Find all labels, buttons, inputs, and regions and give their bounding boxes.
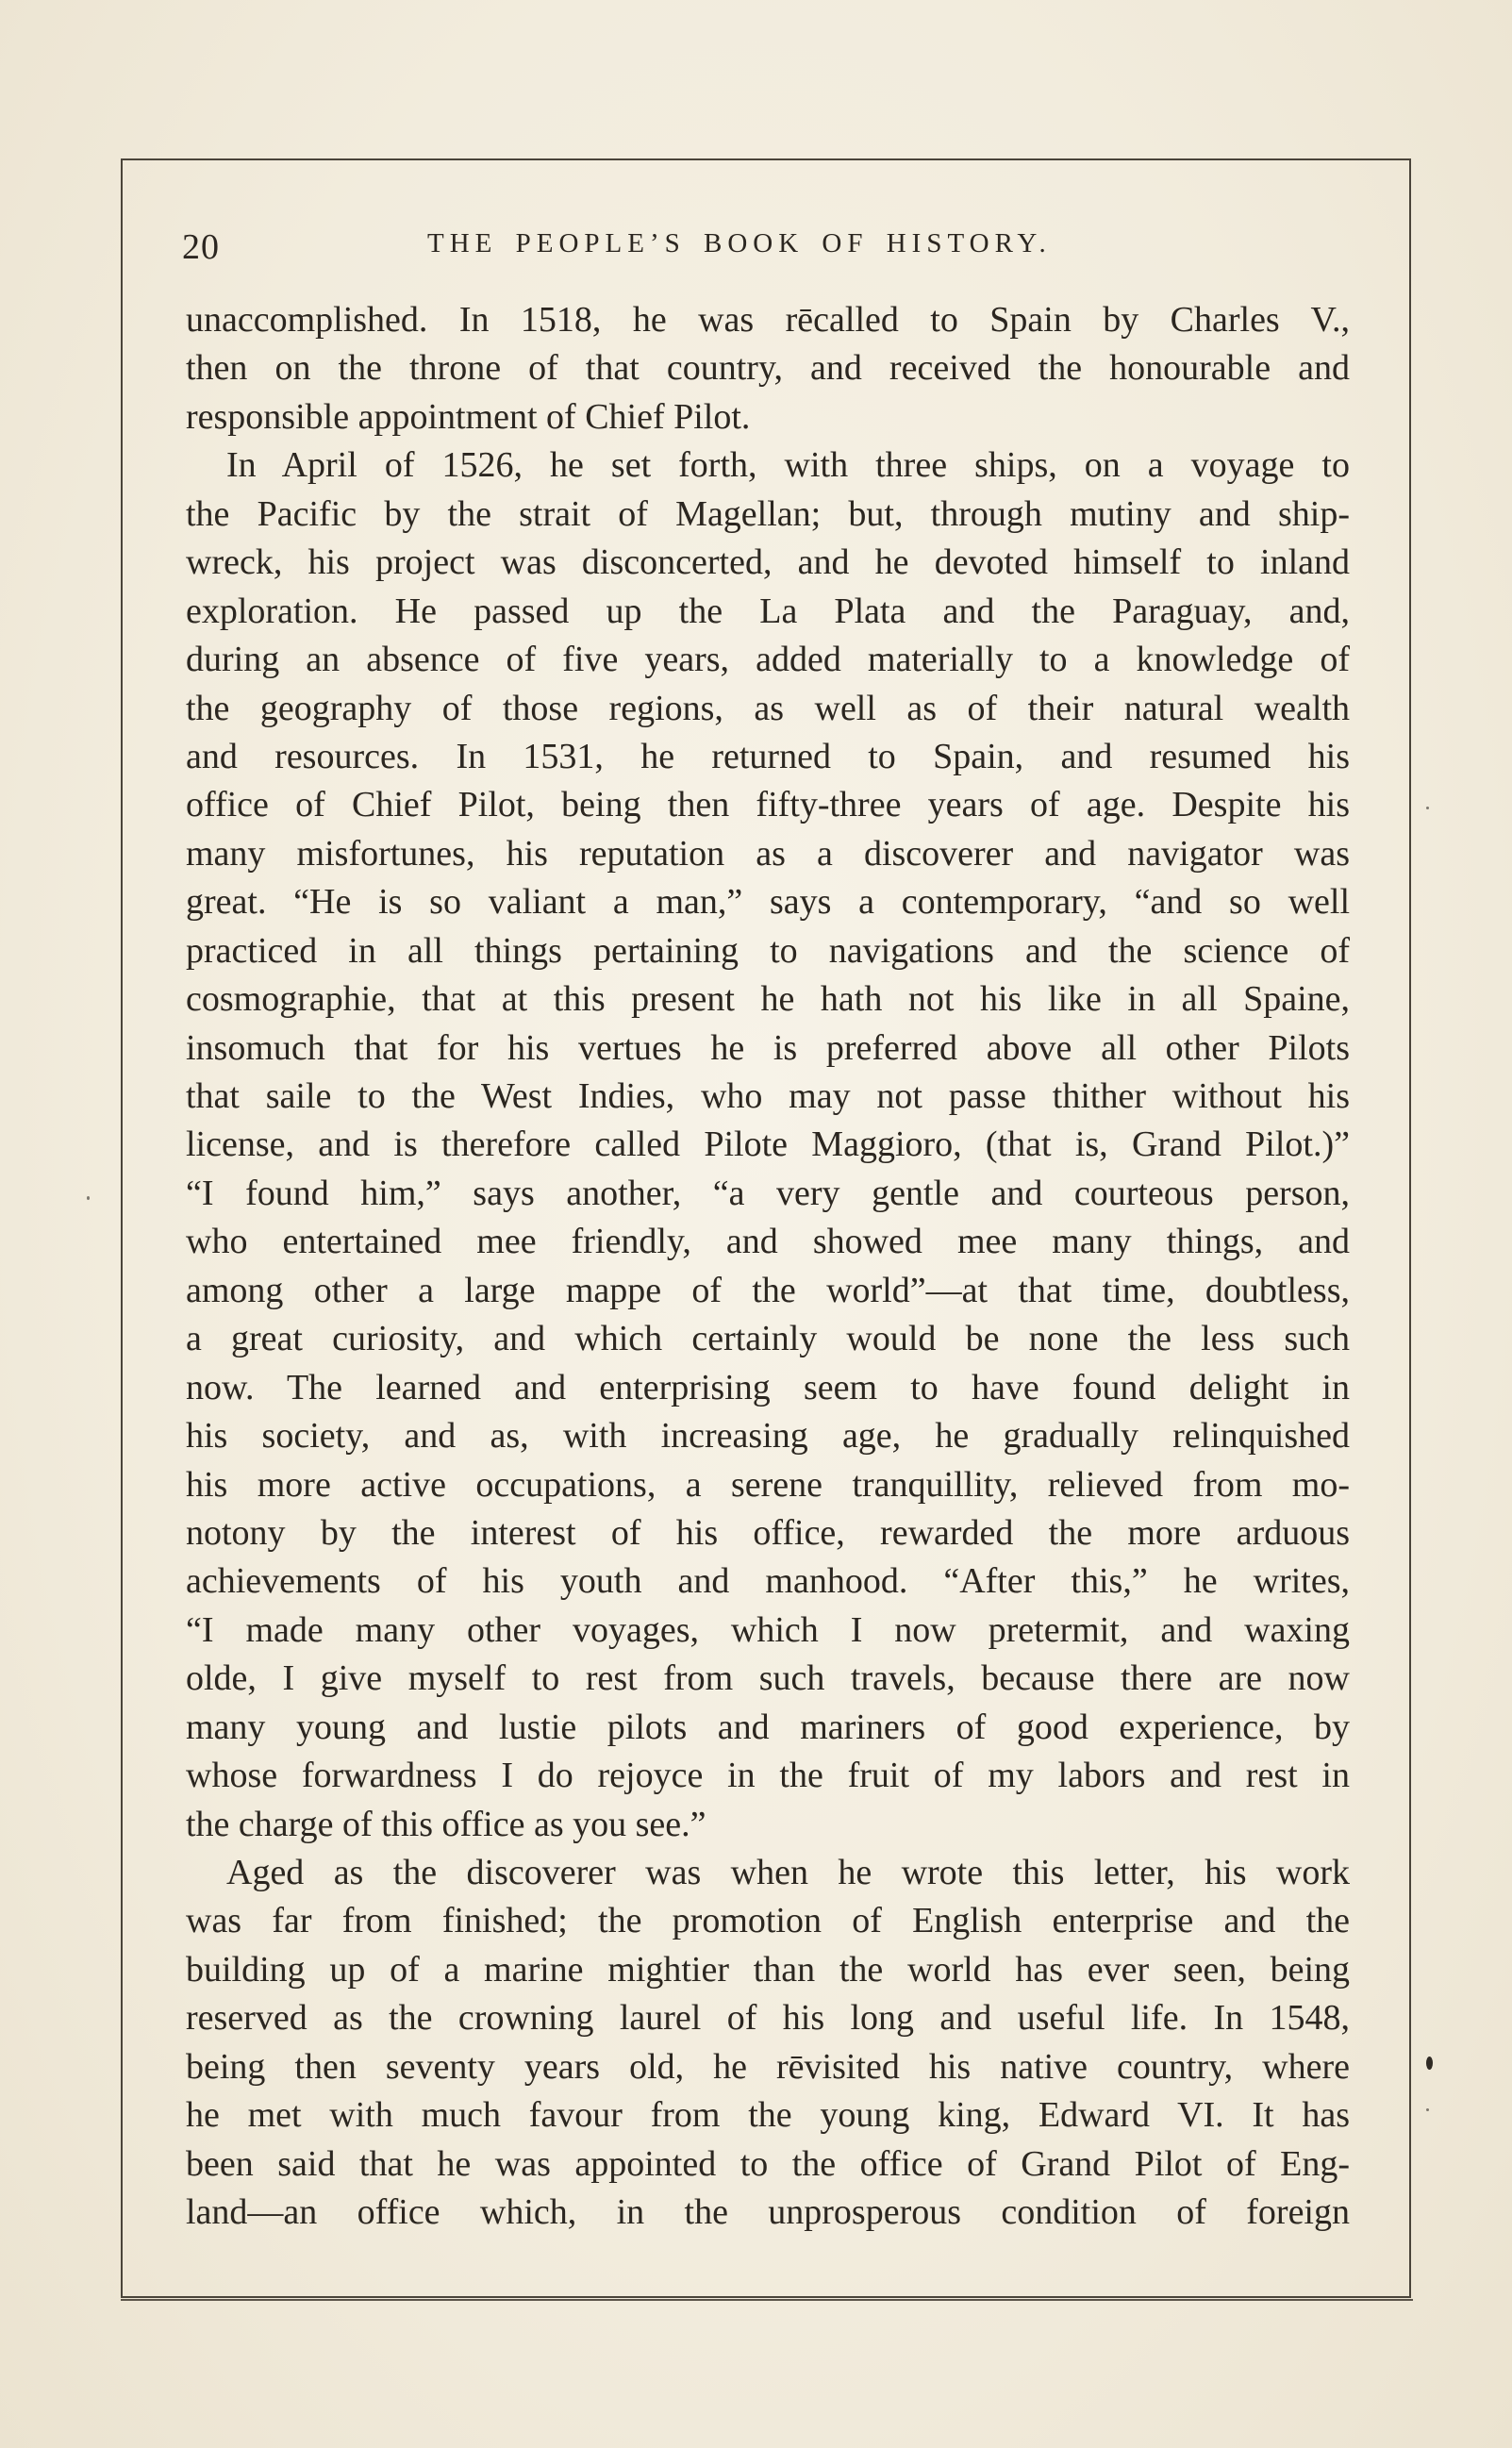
page-number: 20 <box>182 227 220 267</box>
text-line: “I made many other voyages, which I now pretermit, and waxing <box>186 1609 1350 1650</box>
running-head <box>182 219 1352 266</box>
text-line: being then seventy years old, he rēvisited his native country, where <box>186 2046 1350 2087</box>
text-line: who entertained mee friendly, and showed mee many things, and <box>186 1222 1350 1262</box>
text-line: the Pacific by the strait of Magellan; but, through mutiny and ship- <box>186 493 1350 534</box>
text-line: many misfortunes, his reputation as a discoverer and navigator was <box>186 833 1350 874</box>
text-line: he met with much favour from the young king, Edward VI. It has <box>186 2095 1350 2136</box>
text-line: among other a large mappe of the world”—at that time, doubtless, <box>186 1270 1350 1310</box>
text-line: notony by the interest of his office, rewarded the more arduous <box>186 1512 1350 1553</box>
text-line: office of Chief Pilot, being then fifty-three years of age. Despite his <box>186 785 1350 825</box>
text-line: that saile to the West Indies, who may not passe thither without his <box>186 1076 1350 1116</box>
text-line: cosmographie, that at this present he hath not his like in all Spaine, <box>186 979 1350 1020</box>
ink-speck <box>1426 2057 1433 2070</box>
text-line: land—an office which, in the unprosperous condition of foreign <box>186 2192 1350 2233</box>
text-line: reserved as the crowning laurel of his long and useful life. In 1548, <box>186 1998 1350 2039</box>
running-title: THE PEOPLE’S BOOK OF HISTORY. <box>427 228 1052 258</box>
text-line: insomuch that for his vertues he is preferred above all other Pilots <box>186 1027 1350 1068</box>
text-line: his society, and as, with increasing age, he gradually relinquished <box>186 1416 1350 1457</box>
text-line: exploration. He passed up the La Plata and the Paraguay, and, <box>186 591 1350 631</box>
text-line: practiced in all things pertaining to navigations and the science of <box>186 930 1350 971</box>
text-line: In April of 1526, he set forth, with three ships, on a voyage to <box>226 445 1350 486</box>
text-line: then on the throne of that country, and received the honourable and <box>186 348 1350 389</box>
text-line: been said that he was appointed to the office of Grand Pilot of Eng- <box>186 2143 1350 2184</box>
text-line: was far from finished; the promotion of English enterprise and the <box>186 1901 1350 1941</box>
text-line: olde, I give myself to rest from such travels, because there are now <box>186 1658 1350 1699</box>
text-line: and resources. In 1531, he returned to Spain, and resumed his <box>186 736 1350 776</box>
text-line: responsible appointment of Chief Pilot. <box>186 396 751 437</box>
text-line: a great curiosity, and which certainly would be none the less such <box>186 1319 1350 1359</box>
text-line: now. The learned and enterprising seem to have found delight in <box>186 1367 1350 1407</box>
body-text <box>186 296 1350 2238</box>
text-line: the geography of those regions, as well as of their natural wealth <box>186 688 1350 728</box>
text-line: many young and lustie pilots and mariners of good experience, by <box>186 1707 1350 1747</box>
text-line: “I found him,” says another, “a very gentle and courteous person, <box>186 1173 1350 1213</box>
ink-speck <box>1426 2108 1429 2111</box>
text-line: wreck, his project was disconcerted, and he devoted himself to inland <box>186 542 1350 583</box>
text-line: the charge of this office as you see.” <box>186 1804 706 1844</box>
text-line: his more active occupations, a serene tranquillity, relieved from mo- <box>186 1464 1350 1505</box>
text-line: whose forwardness I do rejoyce in the fruit of my labors and rest in <box>186 1756 1350 1796</box>
text-line: unaccomplished. In 1518, he was rēcalled to Spain by Charles V., <box>186 300 1350 340</box>
ink-speck <box>1426 807 1429 809</box>
text-line: Aged as the discoverer was when he wrote this letter, his work <box>226 1853 1350 1892</box>
text-line: achievements of his youth and manhood. “After this,” he writes, <box>186 1561 1350 1602</box>
text-line: great. “He is so valiant a man,” says a contemporary, “and so well <box>186 882 1350 923</box>
text-line: license, and is therefore called Pilote Maggioro, (that is, Grand Pilot.)” <box>186 1124 1350 1165</box>
text-line: during an absence of five years, added materially to a knowledge of <box>186 640 1350 680</box>
ink-speck <box>87 1196 90 1200</box>
text-line: building up of a marine mightier than the world has ever seen, being <box>186 1949 1350 1990</box>
